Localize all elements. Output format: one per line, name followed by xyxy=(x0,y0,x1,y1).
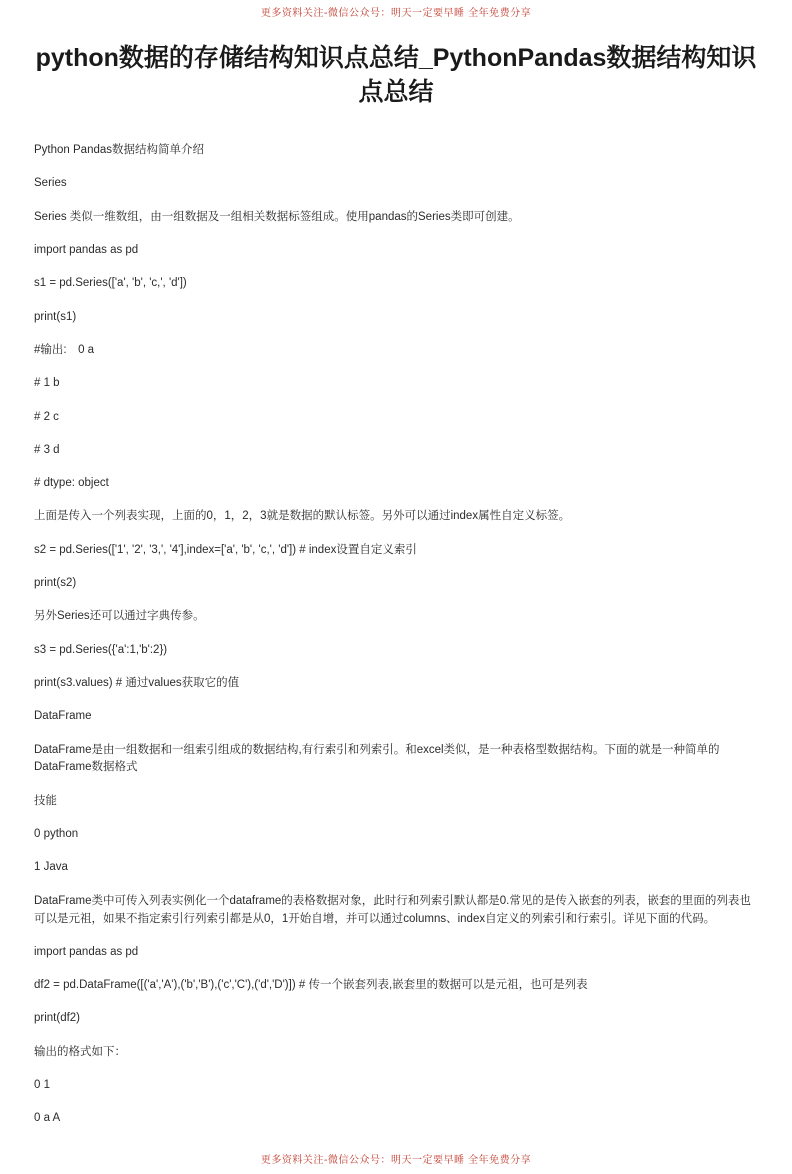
paragraph: #输出: 0 a xyxy=(34,343,95,356)
paragraph: # 2 c xyxy=(34,410,59,423)
paragraph: 0 python xyxy=(34,828,79,841)
bottom-promo-banner: 更多资料关注-微信公众号：明天一定要早睡 全年免费分享 xyxy=(260,1154,532,1166)
paragraph: 0 1 xyxy=(34,1079,50,1092)
paragraph: 另外Series还可以通过字典传参。 xyxy=(34,610,205,623)
paragraph: Python Pandas数据结构简单介绍 xyxy=(34,144,205,156)
top-promo-banner: 更多资料关注-微信公众号：明天一定要早睡 全年免费分享 xyxy=(260,8,532,19)
paragraph: import pandas as pd xyxy=(34,243,139,256)
paragraph: print(s3.values) # 通过values获取它的值 xyxy=(34,677,240,689)
paragraph: 0 a A xyxy=(34,1112,61,1125)
paragraph: Series xyxy=(34,177,67,190)
paragraph: DataFrame是由一组数据和一组索引组成的数据结构,有行索引和列索引。和excel类似，是一种表格型数据结构。下面的就是一种简单的DataFrame数据格式 xyxy=(34,743,720,774)
paragraph: DataFrame类中可传入列表实例化一个dataframe的表格数据对象，此时行和列索引默认都是0.常见的是传入嵌套的列表，嵌套的里面的列表也可以是元祖，如果不指定索引行列索引都是从0，1开始自增，并可以通过columns、index自定义的列索引和行索引。详见下面的代码。 xyxy=(34,894,751,925)
paragraph: s3 = pd.Series({'a':1,'b':2}) xyxy=(34,643,168,656)
paragraph: Series 类似一维数组，由一组数据及一组相关数据标签组成。使用pandas的Series类即可创建。 xyxy=(34,210,520,223)
paragraph: # 1 b xyxy=(34,377,60,390)
page-title: python数据的存储结构知识点总结_PythonPandas数据结构知识点总结 xyxy=(35,43,757,106)
paragraph: 上面是传入一个列表实现，上面的0，1，2，3就是数据的默认标签。另外可以通过index属性自定义标签。 xyxy=(34,510,571,523)
paragraph: import pandas as pd xyxy=(34,945,139,958)
document-body xyxy=(0,136,792,1174)
paragraph: s1 = pd.Series(['a', 'b', 'c,', 'd']) xyxy=(34,277,187,290)
paragraph: print(df2) xyxy=(34,1012,81,1025)
paragraph: print(s2) xyxy=(34,577,77,590)
paragraph: # dtype: object xyxy=(34,477,109,490)
paragraph: 输出的格式如下： xyxy=(34,1045,126,1058)
paragraph: 技能 xyxy=(34,794,57,807)
paragraph: DataFrame xyxy=(34,710,92,723)
paragraph: # 3 d xyxy=(34,443,60,456)
paragraph: 1 Java xyxy=(34,861,68,874)
paragraph: print(s1) xyxy=(34,310,77,323)
paragraph: df2 = pd.DataFrame([('a','A'),('b','B'),('c','C'),('d','D')]) # 传一个嵌套列表,嵌套里的数据可以是元祖，也可是列表 xyxy=(34,979,588,992)
paragraph: s2 = pd.Series(['1', '2', '3,', '4'],index=['a', 'b', 'c,', 'd']) # index设置自定义索引 xyxy=(34,543,417,556)
